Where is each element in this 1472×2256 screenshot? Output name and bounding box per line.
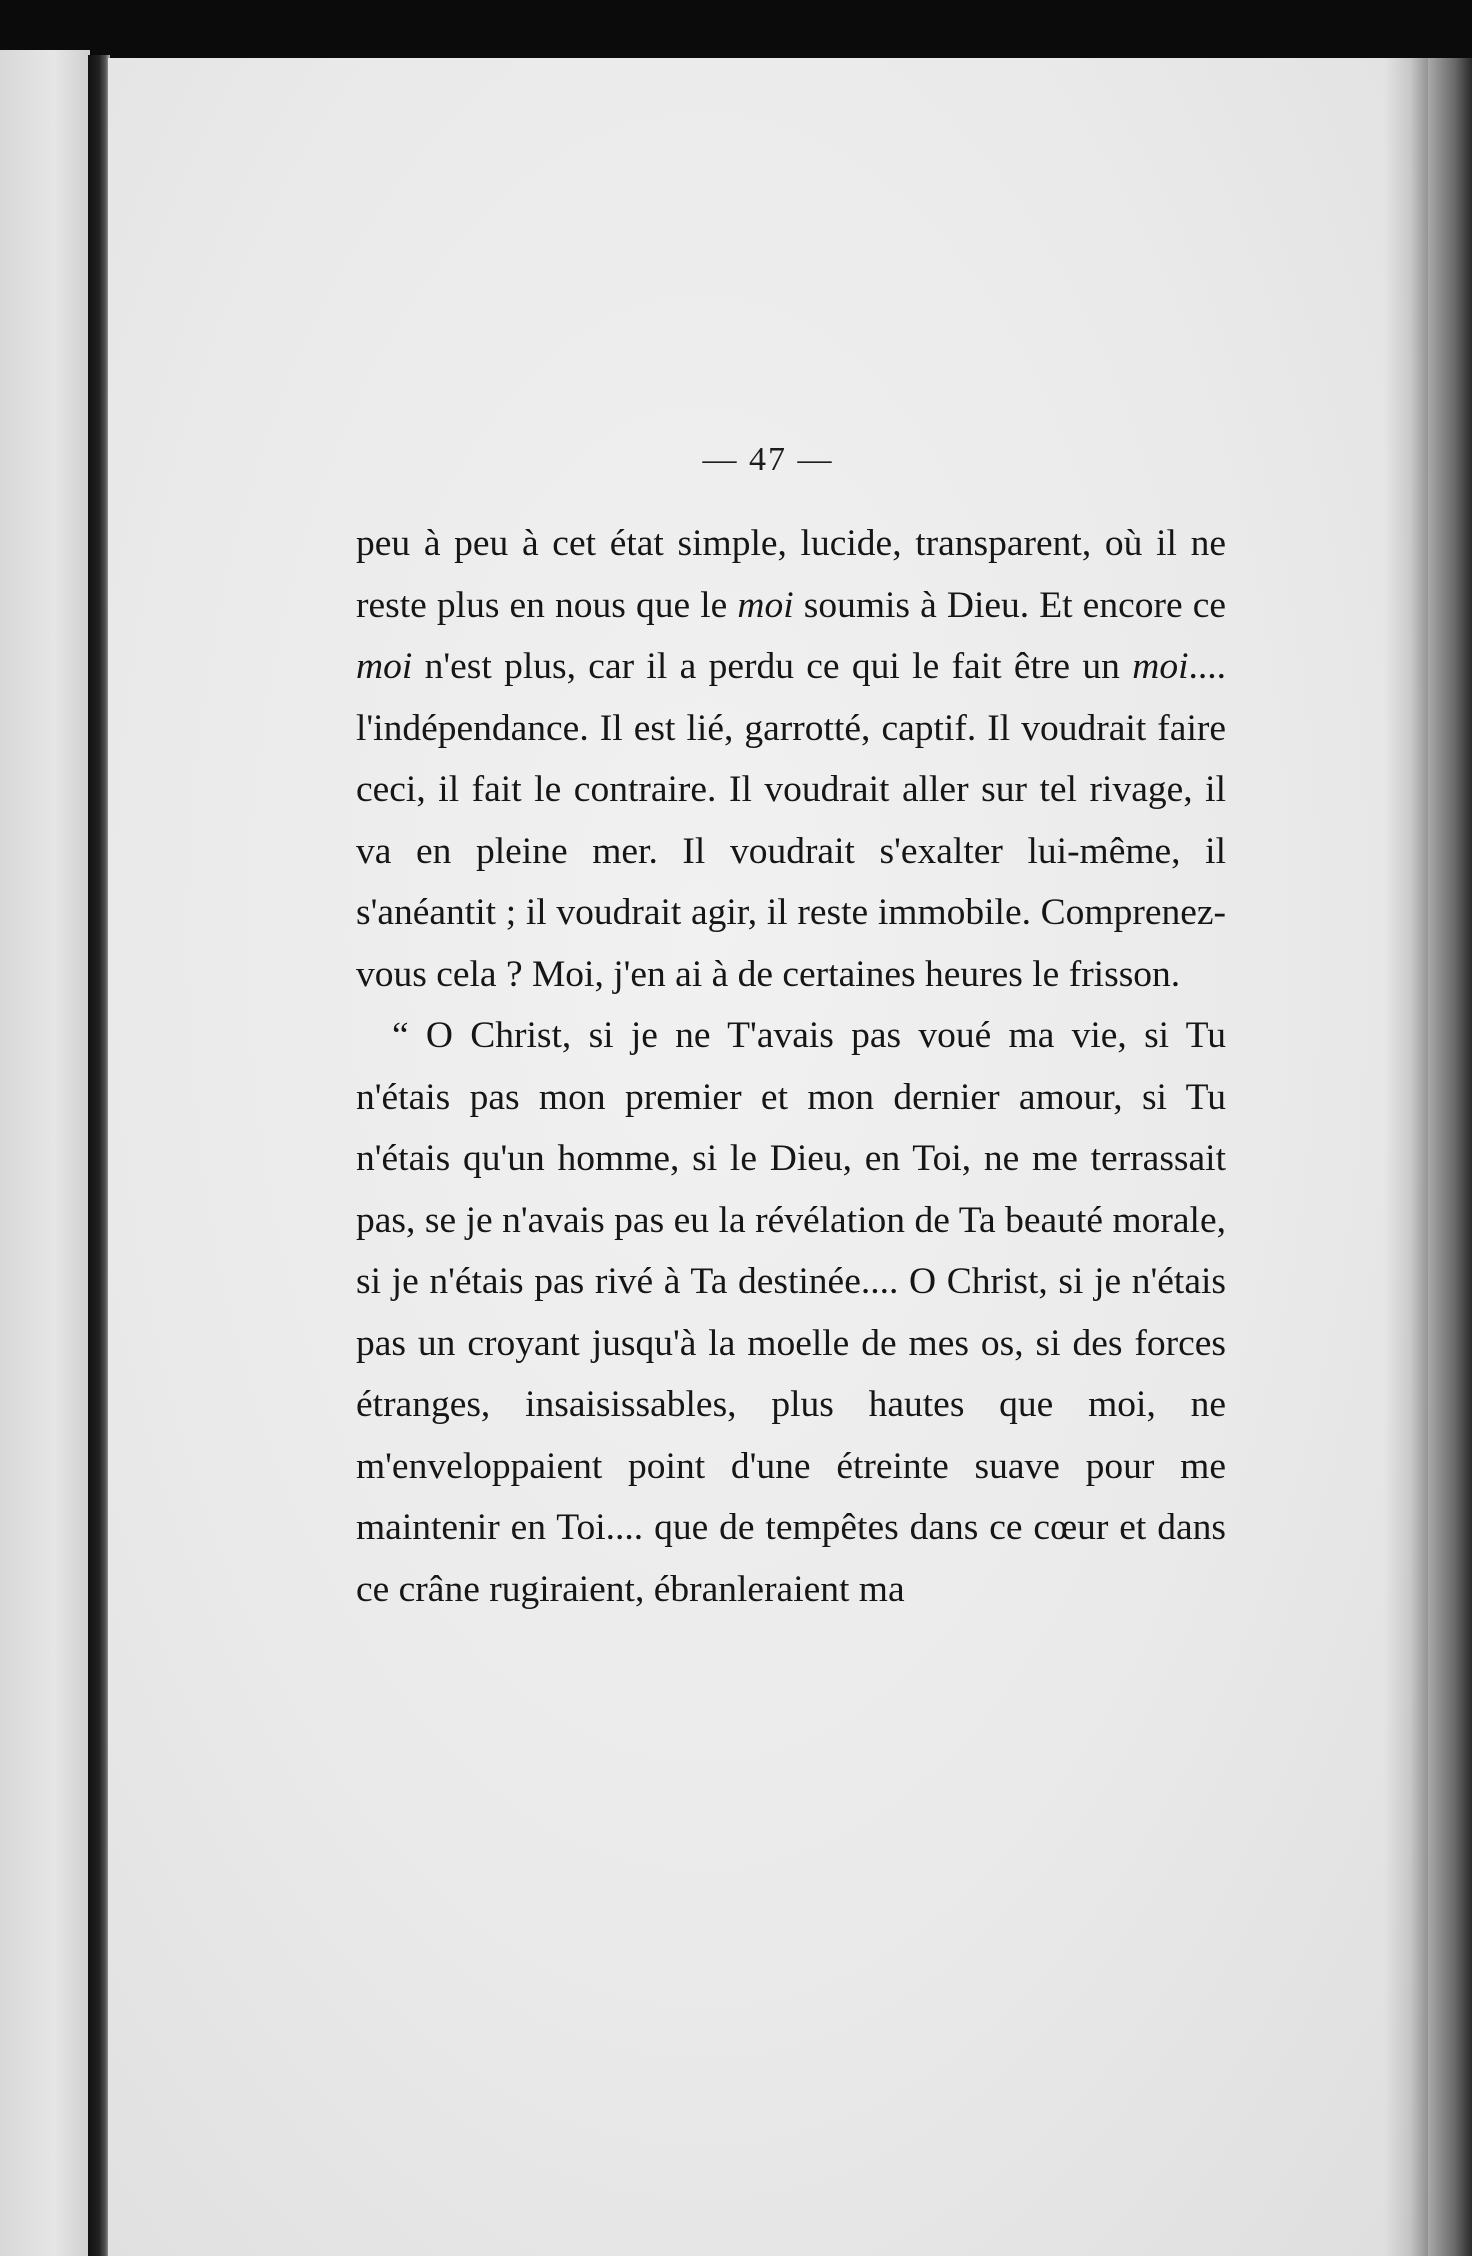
body-text [356, 513, 1226, 1620]
text-segment: n'est plus, car il a perdu ce qui le fait être un [412, 646, 1133, 687]
book-page [108, 58, 1428, 2256]
previous-page-edge [0, 50, 90, 2256]
text-segment: peu à peu à cet état simple, lucide, transparent, où il ne reste plus en nous que le [356, 523, 1226, 626]
paragraph-1 [356, 513, 1226, 1005]
page-edge-shadow [1384, 58, 1428, 2256]
page-number: — 47 — [702, 441, 834, 478]
text-segment: soumis à Dieu. Et encore ce [793, 584, 1226, 626]
scan-background [0, 0, 1472, 62]
italic-moi: moi [737, 584, 794, 626]
italic-moi: moi [1132, 646, 1189, 687]
text-segment: .... l'indépendance. Il est lié, garrotté, captif. Il voudrait faire ceci, il fait le contraire. Il voudrait aller sur tel rivage, il va en pleine mer. Il voudrait s'exalter lui-même, il s'anéantit ; il voudrait agir, il reste immobile. Comprenez-vous cela ? Moi, j'en ai à de certaines heures le frisson. [356, 646, 1226, 995]
binding-gutter [88, 55, 110, 2256]
right-scan-edge [1428, 58, 1472, 2256]
paragraph-2: “ O Christ, si je ne T'avais pas voué ma vie, si Tu n'étais pas mon premier et mon dernier amour, si Tu n'étais qu'un homme, si le Dieu, en Toi, ne me terrassait pas, se je n'avais pas eu la révélation de Ta beauté morale, si je n'étais pas rivé à Ta destinée.... O Christ, si je n'étais pas un croyant jusqu'à la moelle de mes os, si des forces étranges, insaisissables, plus hautes que moi, ne m'enveloppaient point d'une étreinte suave pour me maintenir en Toi.... que de tempêtes dans ce cœur et dans ce crâne rugiraient, ébranleraient ma [356, 1015, 1226, 1610]
italic-moi: moi [356, 646, 413, 687]
